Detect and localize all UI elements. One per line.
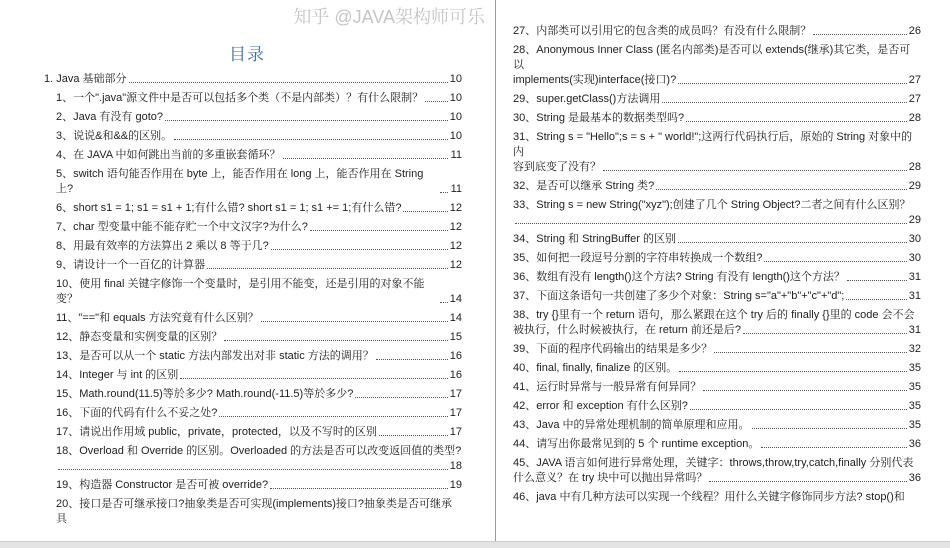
toc-page-number: 26 [908, 25, 921, 37]
dot-leader [310, 230, 448, 231]
toc-entry-text: 1、一个".java"源文件中是否可以包括多个类（不是内部类）？有什么限制？ [56, 92, 424, 104]
toc-entry[interactable] [513, 437, 921, 452]
toc-entry[interactable] [513, 308, 921, 338]
dot-leader [355, 397, 447, 398]
toc-entry-text: 29、super.getClass()方法调用 [513, 93, 661, 105]
toc-entry-text: 30、String 是最基本的数据类型吗? [513, 112, 685, 124]
toc-entry[interactable] [513, 232, 921, 247]
dot-leader [379, 435, 448, 436]
toc-entry-text: 12、静态变量和实例变量的区别？ [56, 331, 223, 343]
toc-page-number: 11 [450, 183, 462, 195]
toc-entry-text: 43、Java 中的异常处理机制的简单原理和应用。 [513, 419, 750, 431]
toc-entry[interactable] [44, 91, 462, 106]
toc-entry-text: 19、构造器 Constructor 是否可被 override? [56, 479, 269, 491]
dot-leader [703, 390, 907, 391]
toc-entry-text: 13、是否可以从一个 static 方法内部发出对非 static 方法的调用？ [56, 350, 374, 362]
dot-leader [129, 82, 448, 83]
toc-entry[interactable] [513, 490, 921, 505]
viewer-bottom-bar [0, 541, 950, 548]
dot-leader [403, 211, 447, 212]
dot-leader [207, 268, 448, 269]
dot-leader [752, 428, 907, 429]
dot-leader [376, 359, 448, 360]
toc-page-number: 14 [449, 312, 462, 324]
toc-entry-text: 31、String s = "Hello";s = s + " world!";这两行代码执行后，原始的 String 对象中的内 [513, 131, 913, 158]
toc-entry-text-continued: 容到底变了没有？ [513, 161, 601, 173]
dot-leader [219, 416, 447, 417]
toc-entry[interactable] [44, 444, 462, 474]
dot-leader [165, 120, 448, 121]
toc-entry-text: 8、用最有效率的方法算出 2 乘以 8 等于几? [56, 240, 269, 252]
toc-entry-text: 44、请写出你最常见到的 5 个 runtime exception。 [513, 438, 760, 450]
toc-entry-text: 1. Java 基础部分 [44, 73, 127, 85]
toc-page-number: 35 [908, 419, 921, 431]
toc-entry[interactable] [44, 72, 462, 87]
dot-leader [764, 261, 906, 262]
toc-entry[interactable] [513, 43, 921, 88]
dot-leader [603, 170, 907, 171]
toc-entry[interactable] [513, 111, 921, 126]
toc-page-number: 35 [908, 381, 921, 393]
toc-entry-text-continued: 被执行，什么时候被执行，在 return 前还是后? [513, 324, 741, 336]
dot-leader [846, 299, 906, 300]
toc-page-number: 10 [449, 92, 462, 104]
toc-entry[interactable] [513, 92, 921, 107]
toc-entry[interactable] [513, 289, 921, 304]
dot-leader [656, 189, 907, 190]
toc-page-number: 12 [449, 259, 462, 271]
toc-entry[interactable] [44, 349, 462, 364]
toc-page-number: 31 [908, 271, 921, 283]
toc-page-number: 29 [908, 214, 921, 226]
toc-entry-text: 15、Math.round(11.5)等於多少? Math.round(-11.5)等於多少? [56, 388, 354, 400]
toc-page-number: 27 [908, 93, 921, 105]
toc-entry-text: 27、内部类可以引用它的包含类的成员吗？有没有什么限制？ [513, 25, 812, 37]
toc-page-number: 27 [908, 74, 921, 86]
toc-entry[interactable] [44, 387, 462, 402]
toc-page-number: 12 [449, 202, 462, 214]
dot-leader [686, 121, 907, 122]
toc-entry-text: 35、如何把一段逗号分割的字符串转换成一个数组? [513, 252, 763, 264]
dot-leader [425, 101, 448, 102]
toc-entry[interactable] [513, 399, 921, 414]
toc-entry[interactable] [513, 380, 921, 395]
dot-leader [678, 83, 907, 84]
toc-page-number: 35 [908, 400, 921, 412]
toc-entry-text: 18、Overload 和 Override 的区别。Overloaded 的方法是否可以改变返回值的类型? [56, 445, 462, 457]
dot-leader [662, 102, 906, 103]
toc-entry[interactable] [513, 179, 921, 194]
toc-page-number: 36 [908, 472, 921, 484]
dot-leader [174, 139, 448, 140]
dot-leader [690, 409, 907, 410]
toc-entry-text: 3、说说&和&&的区别。 [56, 130, 173, 142]
toc-entry-text: 39、下面的程序代码输出的结果是多少？ [513, 343, 713, 355]
toc-page-number: 17 [449, 388, 462, 400]
toc-entry[interactable] [44, 129, 462, 144]
dot-leader [515, 223, 907, 224]
toc-entry-text: 32、是否可以继承 String 类? [513, 180, 655, 192]
dot-leader [709, 481, 906, 482]
dot-leader [761, 447, 906, 448]
toc-entry[interactable] [44, 311, 462, 326]
toc-page-number: 10 [449, 73, 462, 85]
toc-entry-text: 16、下面的代码有什么不妥之处? [56, 407, 218, 419]
toc-entry[interactable] [513, 342, 921, 357]
toc-entry[interactable] [44, 425, 462, 440]
toc-entry[interactable] [513, 270, 921, 285]
toc-page-number: 16 [449, 350, 462, 362]
toc-entry[interactable] [513, 130, 921, 175]
toc-page-number: 17 [449, 407, 462, 419]
toc-entry-text: 46、java 中有几种方法可以实现一个线程？用什么关键字修饰同步方法? stop()和 [513, 491, 905, 503]
toc-page-number: 14 [449, 293, 462, 305]
toc-entry-text: 42、error 和 exception 有什么区别? [513, 400, 688, 412]
toc-entry-text: 45、JAVA 语言如何进行异常处理，关键字：throws,throw,try,catch,finally 分别代表 [513, 457, 914, 469]
toc-entry[interactable] [44, 258, 462, 273]
dot-leader [714, 352, 907, 353]
toc-list-left [44, 72, 462, 531]
toc-entry-text: 34、String 和 StringBuffer 的区别 [513, 233, 677, 245]
toc-page-number: 31 [908, 290, 921, 302]
dot-leader [813, 34, 907, 35]
toc-list-right [513, 24, 921, 509]
toc-entry[interactable] [44, 239, 462, 254]
toc-page-number: 15 [449, 331, 462, 343]
dot-leader [743, 333, 907, 334]
toc-entry-text: 36、数组有没有 length()这个方法? String 有没有 length()这个方法？ [513, 271, 845, 283]
toc-page-number: 10 [449, 111, 462, 123]
right-page [495, 0, 950, 541]
toc-entry-text-continued: 什么意义？在 try 块中可以抛出异常吗？ [513, 472, 708, 484]
toc-page-number: 12 [449, 240, 462, 252]
toc-page-number: 31 [908, 324, 921, 336]
toc-entry-text: 40、final, finally, finalize 的区别。 [513, 362, 678, 374]
dot-leader [678, 242, 907, 243]
toc-entry[interactable] [44, 478, 462, 493]
dot-leader [270, 488, 448, 489]
dot-leader [58, 469, 448, 470]
toc-page-number: 16 [449, 369, 462, 381]
toc-page-number: 17 [449, 426, 462, 438]
toc-entry-text: 17、请说出作用域 public，private，protected，以及不写时的区别 [56, 426, 377, 438]
dot-leader [261, 321, 448, 322]
dot-leader [440, 302, 448, 303]
toc-entry-text: 37、下面这条语句一共创建了多少个对象：String s="a"+"b"+"c"+"d"; [513, 290, 845, 302]
toc-entry[interactable] [513, 456, 921, 486]
dot-leader [271, 249, 448, 250]
toc-entry-text: 11、"=="和 equals 方法究竟有什么区别？ [56, 312, 259, 324]
toc-page-number: 32 [908, 343, 921, 355]
dot-leader [224, 340, 448, 341]
toc-page-number: 35 [908, 362, 921, 374]
dot-leader [440, 192, 448, 193]
dot-leader [679, 371, 907, 372]
toc-entry-text: 9、请设计一个一百亿的计算器 [56, 259, 206, 271]
toc-page-number: 28 [908, 161, 921, 173]
toc-entry-text-continued: implements(实现)interface(接口)? [513, 74, 677, 86]
toc-entry[interactable] [44, 277, 462, 307]
toc-entry-text: 10、使用 final 关键字修饰一个变量时，是引用不能变，还是引用的对象不能变？ [56, 278, 425, 305]
toc-entry-text: 20、接口是否可继承接口?抽象类是否可实现(implements)接口?抽象类是否可继承具 [56, 498, 453, 525]
dot-leader [180, 378, 447, 379]
dot-leader [283, 158, 449, 159]
toc-entry[interactable] [44, 167, 462, 197]
toc-entry[interactable] [513, 418, 921, 433]
toc-entry[interactable] [44, 110, 462, 125]
toc-entry[interactable] [513, 198, 921, 228]
toc-entry-text: 41、运行时异常与一般异常有何异同？ [513, 381, 702, 393]
toc-entry[interactable] [513, 361, 921, 376]
toc-entry[interactable] [513, 251, 921, 266]
dot-leader [847, 280, 907, 281]
toc-entry-text: 2、Java 有没有 goto? [56, 111, 163, 123]
toc-entry[interactable] [44, 148, 462, 163]
toc-entry[interactable] [44, 497, 462, 527]
toc-entry[interactable] [44, 201, 462, 216]
toc-entry-text: 7、char 型变量中能不能存贮一个中文汉字?为什么? [56, 221, 308, 233]
toc-page-number: 12 [449, 221, 462, 233]
toc-entry-text: 33、String s = new String("xyz");创建了几个 String Object?二者之间有什么区别？ [513, 199, 911, 211]
toc-entry[interactable] [44, 330, 462, 345]
toc-title: 目录 [229, 45, 265, 64]
toc-entry-text: 6、short s1 = 1; s1 = s1 + 1;有什么错? short s1 = 1; s1 += 1;有什么错? [56, 202, 402, 214]
toc-entry[interactable] [44, 220, 462, 235]
toc-page-number: 29 [908, 180, 921, 192]
toc-page-number: 30 [908, 233, 921, 245]
toc-page-number: 10 [449, 130, 462, 142]
toc-entry-text: 5、switch 语句能否作用在 byte 上，能否作用在 long 上，能否作用在 String 上? [56, 168, 424, 195]
toc-page-number: 28 [908, 112, 921, 124]
toc-entry[interactable] [44, 368, 462, 383]
toc-entry[interactable] [513, 24, 921, 39]
toc-entry-text: 14、Integer 与 int 的区别 [56, 369, 179, 381]
toc-page-number: 36 [908, 438, 921, 450]
toc-page-number: 11 [450, 149, 462, 161]
toc-page-number: 30 [908, 252, 921, 264]
toc-entry-text: 28、Anonymous Inner Class (匿名内部类)是否可以 extends(继承)其它类，是否可以 [513, 44, 911, 71]
toc-entry-text: 4、在 JAVA 中如何跳出当前的多重嵌套循环？ [56, 149, 281, 161]
watermark: 知乎 @JAVA架构师可乐 [293, 7, 485, 27]
toc-entry-text: 38、try {}里有一个 return 语句，那么紧跟在这个 try 后的 finally {}里的 code 会不会 [513, 309, 915, 321]
toc-page-number: 19 [449, 479, 462, 491]
toc-entry[interactable] [44, 406, 462, 421]
toc-page-number: 18 [449, 460, 462, 472]
